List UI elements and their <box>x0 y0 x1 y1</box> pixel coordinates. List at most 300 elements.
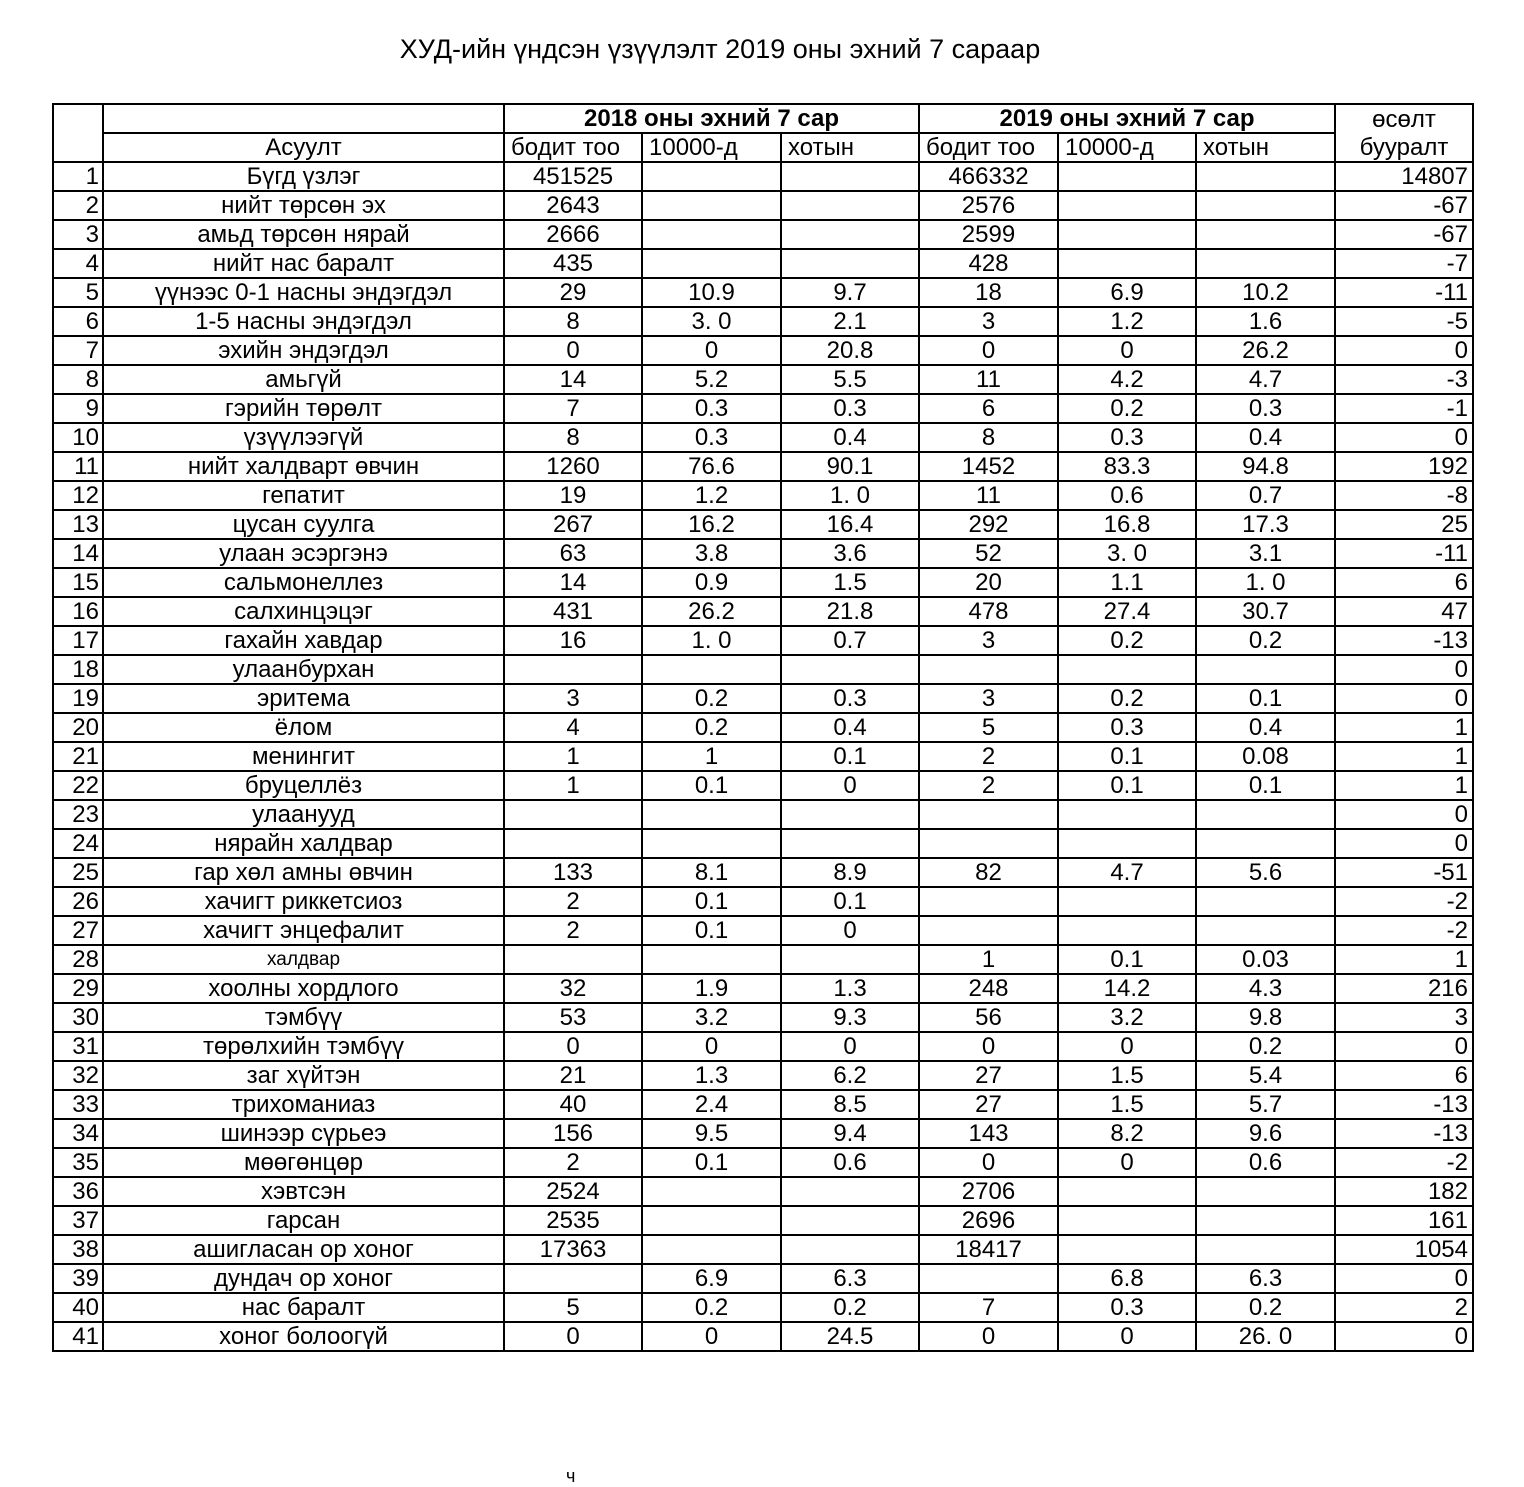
2019-actual-cell: 466332 <box>919 162 1058 191</box>
indicator-name-cell: 1-5 насны эндэгдэл <box>103 307 504 336</box>
2019-city-cell <box>1196 800 1335 829</box>
row-number-cell: 21 <box>53 742 103 771</box>
2019-actual-cell: 2 <box>919 742 1058 771</box>
indicator-name-cell: улаанбурхан <box>103 655 504 684</box>
2018-actual-cell: 2 <box>504 916 642 945</box>
2019-actual-cell: 0 <box>919 1322 1058 1351</box>
2018-city-cell: 8.9 <box>781 858 919 887</box>
change-value-cell: -67 <box>1335 191 1473 220</box>
indicator-name-cell: Бүгд үзлэг <box>103 162 504 191</box>
table-row <box>53 278 1473 307</box>
2019-actual-cell: 11 <box>919 365 1058 394</box>
2019-actual-cell <box>919 916 1058 945</box>
header-2019-per10000: 10000-д <box>1058 133 1196 162</box>
2018-per10000-cell: 0.3 <box>642 394 781 423</box>
2018-city-cell: 2.1 <box>781 307 919 336</box>
2018-actual-cell <box>504 945 642 974</box>
table-row <box>53 1177 1473 1206</box>
2018-actual-cell: 133 <box>504 858 642 887</box>
table-row <box>53 1264 1473 1293</box>
2018-actual-cell <box>504 1264 642 1293</box>
2019-city-cell: 5.4 <box>1196 1061 1335 1090</box>
change-value-cell: 2 <box>1335 1293 1473 1322</box>
2019-actual-cell: 56 <box>919 1003 1058 1032</box>
row-number-cell: 31 <box>53 1032 103 1061</box>
row-number-cell: 12 <box>53 481 103 510</box>
change-value-cell: -11 <box>1335 539 1473 568</box>
2018-actual-cell: 21 <box>504 1061 642 1090</box>
2018-actual-cell: 451525 <box>504 162 642 191</box>
table-row <box>53 481 1473 510</box>
row-number-cell: 26 <box>53 887 103 916</box>
change-value-cell: -13 <box>1335 626 1473 655</box>
change-value-cell: 0 <box>1335 423 1473 452</box>
change-value-cell: -51 <box>1335 858 1473 887</box>
change-value-cell: 0 <box>1335 829 1473 858</box>
2018-per10000-cell: 8.1 <box>642 858 781 887</box>
row-number-cell: 7 <box>53 336 103 365</box>
table-row <box>53 452 1473 481</box>
header-blank-question <box>103 104 504 133</box>
change-value-cell: -1 <box>1335 394 1473 423</box>
2018-city-cell: 0.1 <box>781 887 919 916</box>
2018-city-cell <box>781 1177 919 1206</box>
2018-city-cell: 0 <box>781 1032 919 1061</box>
2018-per10000-cell <box>642 945 781 974</box>
2019-actual-cell: 52 <box>919 539 1058 568</box>
2019-per10000-cell: 0.1 <box>1058 771 1196 800</box>
2018-per10000-cell <box>642 1177 781 1206</box>
2018-actual-cell: 14 <box>504 365 642 394</box>
2018-city-cell: 0.2 <box>781 1293 919 1322</box>
2019-city-cell <box>1196 249 1335 278</box>
table-row <box>53 771 1473 800</box>
2019-city-cell: 94.8 <box>1196 452 1335 481</box>
2018-per10000-cell: 10.9 <box>642 278 781 307</box>
2018-city-cell <box>781 945 919 974</box>
change-value-cell: 6 <box>1335 1061 1473 1090</box>
indicator-name-cell: тэмбүү <box>103 1003 504 1032</box>
table-row <box>53 800 1473 829</box>
row-number-cell: 38 <box>53 1235 103 1264</box>
2019-actual-cell: 0 <box>919 1148 1058 1177</box>
2018-per10000-cell <box>642 1206 781 1235</box>
2019-actual-cell: 7 <box>919 1293 1058 1322</box>
2019-per10000-cell: 6.8 <box>1058 1264 1196 1293</box>
indicator-name-cell: амьгүй <box>103 365 504 394</box>
2018-actual-cell: 40 <box>504 1090 642 1119</box>
indicator-name-cell: үзүүлээгүй <box>103 423 504 452</box>
change-value-cell: 161 <box>1335 1206 1473 1235</box>
table-row <box>53 713 1473 742</box>
2018-per10000-cell: 0 <box>642 1032 781 1061</box>
change-value-cell: -2 <box>1335 887 1473 916</box>
2018-per10000-cell: 0.1 <box>642 916 781 945</box>
2019-actual-cell <box>919 655 1058 684</box>
2019-actual-cell: 1452 <box>919 452 1058 481</box>
2019-per10000-cell: 8.2 <box>1058 1119 1196 1148</box>
2018-city-cell: 0.7 <box>781 626 919 655</box>
change-value-cell: 47 <box>1335 597 1473 626</box>
2019-per10000-cell: 83.3 <box>1058 452 1196 481</box>
2018-per10000-cell: 1.3 <box>642 1061 781 1090</box>
table-row <box>53 510 1473 539</box>
table-row <box>53 423 1473 452</box>
row-number-cell: 29 <box>53 974 103 1003</box>
2018-actual-cell: 19 <box>504 481 642 510</box>
row-number-cell: 41 <box>53 1322 103 1351</box>
2018-per10000-cell: 0.2 <box>642 684 781 713</box>
2018-city-cell: 9.3 <box>781 1003 919 1032</box>
2018-city-cell <box>781 220 919 249</box>
header-row-2 <box>53 133 1473 162</box>
2019-city-cell <box>1196 829 1335 858</box>
2018-city-cell: 8.5 <box>781 1090 919 1119</box>
2019-city-cell: 0.4 <box>1196 423 1335 452</box>
change-value-cell: -2 <box>1335 1148 1473 1177</box>
2019-actual-cell: 1 <box>919 945 1058 974</box>
2018-actual-cell: 1 <box>504 742 642 771</box>
2019-actual-cell: 5 <box>919 713 1058 742</box>
header-2018-actual: бодит тоо <box>504 133 642 162</box>
header-row-1 <box>53 104 1473 133</box>
table-row <box>53 1206 1473 1235</box>
row-number-cell: 24 <box>53 829 103 858</box>
change-value-cell: 182 <box>1335 1177 1473 1206</box>
2018-per10000-cell: 2.4 <box>642 1090 781 1119</box>
page-title: ХУД-ийн үндсэн үзүүлэлт 2019 оны эхний 7 сараар <box>399 34 1041 64</box>
indicator-name-cell: салхинцэцэг <box>103 597 504 626</box>
2019-per10000-cell: 1.5 <box>1058 1061 1196 1090</box>
2019-city-cell <box>1196 191 1335 220</box>
row-number-cell: 35 <box>53 1148 103 1177</box>
2018-actual-cell: 2535 <box>504 1206 642 1235</box>
2019-city-cell: 30.7 <box>1196 597 1335 626</box>
2019-city-cell: 10.2 <box>1196 278 1335 307</box>
2018-actual-cell: 53 <box>504 1003 642 1032</box>
indicator-name-cell: амьд төрсөн нярай <box>103 220 504 249</box>
table-row <box>53 858 1473 887</box>
2019-actual-cell: 292 <box>919 510 1058 539</box>
change-value-cell: 0 <box>1335 800 1473 829</box>
table-row <box>53 887 1473 916</box>
2019-per10000-cell <box>1058 1177 1196 1206</box>
2019-per10000-cell: 6.9 <box>1058 278 1196 307</box>
2018-per10000-cell: 1.2 <box>642 481 781 510</box>
change-value-cell: -13 <box>1335 1119 1473 1148</box>
indicator-name-cell: нярайн халдвар <box>103 829 504 858</box>
indicator-name-cell: эритема <box>103 684 504 713</box>
2018-actual-cell <box>504 829 642 858</box>
2018-actual-cell: 14 <box>504 568 642 597</box>
change-value-cell: 192 <box>1335 452 1473 481</box>
2019-per10000-cell <box>1058 220 1196 249</box>
indicator-name-cell: бруцеллёз <box>103 771 504 800</box>
2019-per10000-cell: 0 <box>1058 1148 1196 1177</box>
2018-city-cell: 21.8 <box>781 597 919 626</box>
indicator-name-cell: нийт халдварт өвчин <box>103 452 504 481</box>
header-blank-number <box>53 104 103 133</box>
row-number-cell: 1 <box>53 162 103 191</box>
2019-per10000-cell: 0.2 <box>1058 684 1196 713</box>
2018-per10000-cell: 5.2 <box>642 365 781 394</box>
header-2019-actual: бодит тоо <box>919 133 1058 162</box>
2018-city-cell <box>781 1235 919 1264</box>
2019-per10000-cell: 4.7 <box>1058 858 1196 887</box>
indicator-name-cell: улаан эсэргэнэ <box>103 539 504 568</box>
2018-city-cell: 0.1 <box>781 742 919 771</box>
2019-city-cell: 1.6 <box>1196 307 1335 336</box>
change-value-cell: 0 <box>1335 336 1473 365</box>
2019-actual-cell <box>919 887 1058 916</box>
row-number-cell: 25 <box>53 858 103 887</box>
2018-per10000-cell <box>642 829 781 858</box>
2018-actual-cell: 1 <box>504 771 642 800</box>
table-row <box>53 1293 1473 1322</box>
change-value-cell: 1 <box>1335 742 1473 771</box>
2018-actual-cell: 431 <box>504 597 642 626</box>
2019-city-cell: 0.3 <box>1196 394 1335 423</box>
2019-city-cell: 0.2 <box>1196 626 1335 655</box>
2019-per10000-cell: 0.3 <box>1058 423 1196 452</box>
2018-per10000-cell: 3.2 <box>642 1003 781 1032</box>
row-number-cell: 14 <box>53 539 103 568</box>
table-row <box>53 394 1473 423</box>
indicator-name-cell: нийт нас баралт <box>103 249 504 278</box>
2019-actual-cell: 11 <box>919 481 1058 510</box>
row-number-cell: 36 <box>53 1177 103 1206</box>
2019-per10000-cell: 0.2 <box>1058 626 1196 655</box>
2018-city-cell: 1.5 <box>781 568 919 597</box>
row-number-cell: 18 <box>53 655 103 684</box>
change-value-cell: 1 <box>1335 771 1473 800</box>
2019-actual-cell: 0 <box>919 336 1058 365</box>
2019-per10000-cell: 0.3 <box>1058 713 1196 742</box>
2019-actual-cell: 2576 <box>919 191 1058 220</box>
2019-city-cell: 26. 0 <box>1196 1322 1335 1351</box>
table-row <box>53 684 1473 713</box>
change-value-cell: 3 <box>1335 1003 1473 1032</box>
2018-per10000-cell: 1. 0 <box>642 626 781 655</box>
2018-actual-cell <box>504 800 642 829</box>
row-number-cell: 11 <box>53 452 103 481</box>
2019-per10000-cell: 0.3 <box>1058 1293 1196 1322</box>
2018-per10000-cell: 0.1 <box>642 771 781 800</box>
row-number-cell: 40 <box>53 1293 103 1322</box>
row-number-cell: 37 <box>53 1206 103 1235</box>
2019-actual-cell <box>919 829 1058 858</box>
indicator-name-cell: нийт төрсөн эх <box>103 191 504 220</box>
2018-per10000-cell: 0.2 <box>642 1293 781 1322</box>
2018-actual-cell: 5 <box>504 1293 642 1322</box>
indicator-name-cell: хачигт энцефалит <box>103 916 504 945</box>
2019-city-cell: 1. 0 <box>1196 568 1335 597</box>
2018-actual-cell: 17363 <box>504 1235 642 1264</box>
indicator-name-cell: трихоманиаз <box>103 1090 504 1119</box>
2019-city-cell: 0.7 <box>1196 481 1335 510</box>
header-2018-city: хотын <box>781 133 919 162</box>
header-change-top: өсөлт <box>1335 104 1473 133</box>
2019-actual-cell: 478 <box>919 597 1058 626</box>
row-number-cell: 28 <box>53 945 103 974</box>
change-value-cell: -67 <box>1335 220 1473 249</box>
2018-per10000-cell: 0.9 <box>642 568 781 597</box>
indicator-name-cell: үүнээс 0-1 насны эндэгдэл <box>103 278 504 307</box>
2019-city-cell: 0.1 <box>1196 771 1335 800</box>
2018-city-cell: 6.2 <box>781 1061 919 1090</box>
2018-city-cell: 0.4 <box>781 713 919 742</box>
indicator-name-cell: заг хүйтэн <box>103 1061 504 1090</box>
2018-city-cell: 0 <box>781 771 919 800</box>
indicator-name-cell: гепатит <box>103 481 504 510</box>
2018-per10000-cell: 3. 0 <box>642 307 781 336</box>
2018-actual-cell: 156 <box>504 1119 642 1148</box>
2019-actual-cell: 143 <box>919 1119 1058 1148</box>
indicator-name-cell: халдвар <box>103 945 504 974</box>
row-number-cell: 17 <box>53 626 103 655</box>
2018-per10000-cell <box>642 191 781 220</box>
2019-city-cell: 0.2 <box>1196 1032 1335 1061</box>
row-number-cell: 9 <box>53 394 103 423</box>
2018-per10000-cell: 6.9 <box>642 1264 781 1293</box>
2018-per10000-cell: 0 <box>642 336 781 365</box>
table-row <box>53 1148 1473 1177</box>
2019-city-cell: 9.8 <box>1196 1003 1335 1032</box>
change-value-cell: 1054 <box>1335 1235 1473 1264</box>
table-row <box>53 162 1473 191</box>
indicator-name-cell: эхийн эндэгдэл <box>103 336 504 365</box>
2018-actual-cell: 0 <box>504 336 642 365</box>
2019-city-cell <box>1196 1235 1335 1264</box>
table-row <box>53 597 1473 626</box>
2019-per10000-cell <box>1058 1235 1196 1264</box>
2019-per10000-cell: 1.5 <box>1058 1090 1196 1119</box>
2019-per10000-cell <box>1058 1206 1196 1235</box>
2018-per10000-cell: 0.1 <box>642 887 781 916</box>
2019-per10000-cell: 0.1 <box>1058 945 1196 974</box>
2019-city-cell: 26.2 <box>1196 336 1335 365</box>
table-row <box>53 539 1473 568</box>
table-row <box>53 307 1473 336</box>
2018-actual-cell: 3 <box>504 684 642 713</box>
2018-per10000-cell: 0.2 <box>642 713 781 742</box>
2018-actual-cell: 435 <box>504 249 642 278</box>
2019-city-cell <box>1196 1206 1335 1235</box>
2019-actual-cell: 3 <box>919 626 1058 655</box>
2018-actual-cell: 4 <box>504 713 642 742</box>
2019-per10000-cell: 4.2 <box>1058 365 1196 394</box>
header-2019-city: хотын <box>1196 133 1335 162</box>
2019-actual-cell: 27 <box>919 1061 1058 1090</box>
2019-actual-cell: 2599 <box>919 220 1058 249</box>
2018-actual-cell: 0 <box>504 1032 642 1061</box>
table-row <box>53 974 1473 1003</box>
header-question: Асуулт <box>103 133 504 162</box>
indicator-name-cell: хэвтсэн <box>103 1177 504 1206</box>
2019-per10000-cell <box>1058 916 1196 945</box>
2018-city-cell: 24.5 <box>781 1322 919 1351</box>
row-number-cell: 30 <box>53 1003 103 1032</box>
2019-per10000-cell: 0.6 <box>1058 481 1196 510</box>
table-row <box>53 1032 1473 1061</box>
2018-actual-cell: 7 <box>504 394 642 423</box>
table-row <box>53 829 1473 858</box>
2019-city-cell <box>1196 887 1335 916</box>
change-value-cell: 25 <box>1335 510 1473 539</box>
2019-city-cell <box>1196 220 1335 249</box>
2018-actual-cell: 0 <box>504 1322 642 1351</box>
indicator-name-cell: шинээр сүрьеэ <box>103 1119 504 1148</box>
2019-city-cell <box>1196 162 1335 191</box>
2019-actual-cell: 6 <box>919 394 1058 423</box>
2019-city-cell: 5.6 <box>1196 858 1335 887</box>
2019-city-cell: 0.1 <box>1196 684 1335 713</box>
2019-actual-cell: 3 <box>919 307 1058 336</box>
row-number-cell: 23 <box>53 800 103 829</box>
2019-per10000-cell: 27.4 <box>1058 597 1196 626</box>
2018-per10000-cell: 1 <box>642 742 781 771</box>
row-number-cell: 33 <box>53 1090 103 1119</box>
row-number-cell: 6 <box>53 307 103 336</box>
2018-per10000-cell: 3.8 <box>642 539 781 568</box>
header-group-2018: 2018 оны эхний 7 сар <box>504 104 919 133</box>
2018-city-cell <box>781 800 919 829</box>
row-number-cell: 4 <box>53 249 103 278</box>
row-number-cell: 20 <box>53 713 103 742</box>
2019-per10000-cell <box>1058 249 1196 278</box>
indicator-name-cell: гар хөл амны өвчин <box>103 858 504 887</box>
2018-per10000-cell: 0.1 <box>642 1148 781 1177</box>
2019-actual-cell <box>919 800 1058 829</box>
2019-per10000-cell <box>1058 800 1196 829</box>
footer-mark: ч <box>566 1466 576 1486</box>
header-group-2019: 2019 оны эхний 7 сар <box>919 104 1335 133</box>
2019-per10000-cell: 14.2 <box>1058 974 1196 1003</box>
2018-city-cell: 1.3 <box>781 974 919 1003</box>
2018-city-cell: 9.7 <box>781 278 919 307</box>
table-row <box>53 1235 1473 1264</box>
2018-city-cell <box>781 249 919 278</box>
2018-city-cell: 0.6 <box>781 1148 919 1177</box>
2019-actual-cell: 27 <box>919 1090 1058 1119</box>
2018-city-cell: 16.4 <box>781 510 919 539</box>
2018-actual-cell: 16 <box>504 626 642 655</box>
change-value-cell: -3 <box>1335 365 1473 394</box>
2018-actual-cell <box>504 655 642 684</box>
2019-per10000-cell: 0 <box>1058 336 1196 365</box>
indicator-name-cell: сальмонеллез <box>103 568 504 597</box>
2018-per10000-cell <box>642 249 781 278</box>
2019-per10000-cell <box>1058 162 1196 191</box>
row-number-cell: 3 <box>53 220 103 249</box>
2018-per10000-cell <box>642 162 781 191</box>
row-number-cell: 34 <box>53 1119 103 1148</box>
2018-city-cell: 9.4 <box>781 1119 919 1148</box>
2018-city-cell: 0.3 <box>781 394 919 423</box>
2019-actual-cell: 18 <box>919 278 1058 307</box>
indicator-name-cell: гарсан <box>103 1206 504 1235</box>
header-2018-per10000: 10000-д <box>642 133 781 162</box>
2019-per10000-cell <box>1058 829 1196 858</box>
table-row <box>53 220 1473 249</box>
indicator-name-cell: мөөгөнцөр <box>103 1148 504 1177</box>
change-value-cell: 1 <box>1335 945 1473 974</box>
indicator-name-cell: цусан суулга <box>103 510 504 539</box>
table-row <box>53 249 1473 278</box>
2019-city-cell: 0.4 <box>1196 713 1335 742</box>
2019-per10000-cell: 0.1 <box>1058 742 1196 771</box>
2018-actual-cell: 267 <box>504 510 642 539</box>
